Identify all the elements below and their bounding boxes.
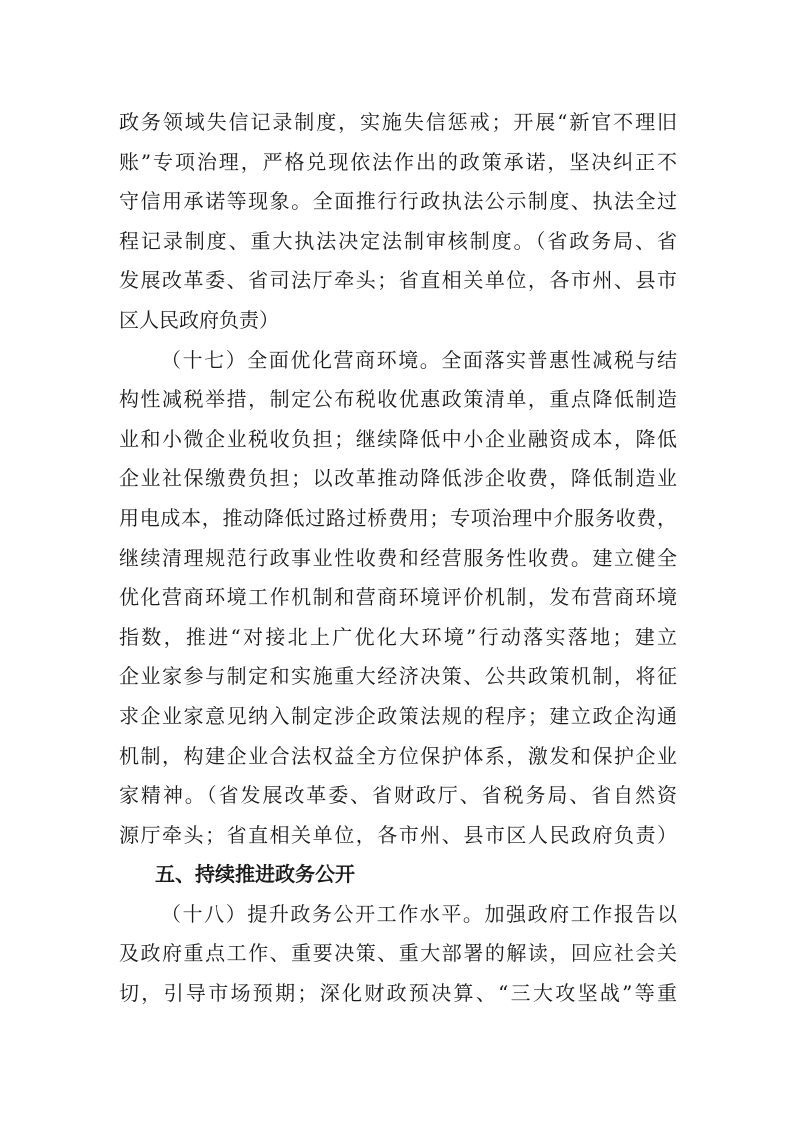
text-line: 切，引导市场预期；深化财政预决算、“三大攻坚战”等重 — [119, 981, 677, 1006]
text-line: 机制，构建企业合法权益全方位保护体系，激发和保护企业 — [119, 743, 677, 768]
text-line: 用电成本，推动降低过路过桥费用；专项治理中介服务收费， — [119, 505, 677, 530]
section-heading: 五、持续推进政务公开 — [155, 862, 355, 887]
document-page — [119, 103, 677, 1014]
text-line: 守信用承诺等现象。全面推行行政执法公示制度、执法全过 — [119, 189, 677, 214]
text-line: 及政府重点工作、重要决策、重大部署的解读，回应社会关 — [119, 941, 677, 966]
text-line: 求企业家意见纳入制定涉企政策法规的程序；建立政企沟通 — [119, 703, 677, 728]
text-line: 企业家参与制定和实施重大经济决策、公共政策机制，将征 — [119, 664, 677, 689]
text-line: 政务领域失信记录制度，实施失信惩戒；开展“新官不理旧 — [119, 110, 677, 134]
text-line: 区人民政府负责） — [119, 307, 279, 332]
text-line: 继续清理规范行政事业性收费和经营服务性收费。建立健全 — [119, 545, 677, 570]
text-line: 程记录制度、重大执法决定法制审核制度。（省政务局、省 — [119, 228, 677, 253]
text-line: 源厅牵头；省直相关单位，各市州、县市区人民政府负责） — [119, 822, 677, 847]
text-line: 账”专项治理，严格兑现依法作出的政策承诺，坚决纠正不 — [119, 149, 677, 174]
text-line: 指数，推进“对接北上广优化大环境”行动落实落地；建立 — [119, 624, 677, 649]
text-line: 企业社保缴费负担；以改革推动降低涉企收费，降低制造业 — [119, 466, 677, 491]
text-line: 业和小微企业税收负担；继续降低中小企业融资成本，降低 — [119, 426, 677, 451]
text-line: 优化营商环境工作机制和营商环境评价机制，发布营商环境 — [119, 585, 677, 610]
text-line: 构性减税举措，制定公布税收优惠政策清单，重点降低制造 — [119, 387, 677, 412]
paragraph-start-18: （十八）提升政务公开工作水平。加强政府工作报告以 — [161, 901, 677, 926]
paragraph-start-17: （十七）全面优化营商环境。全面落实普惠性减税与结 — [161, 347, 677, 372]
text-line: 发展改革委、省司法厅牵头；省直相关单位，各市州、县市 — [119, 268, 677, 293]
text-line: 家精神。（省发展改革委、省财政厅、省税务局、省自然资 — [119, 783, 677, 808]
